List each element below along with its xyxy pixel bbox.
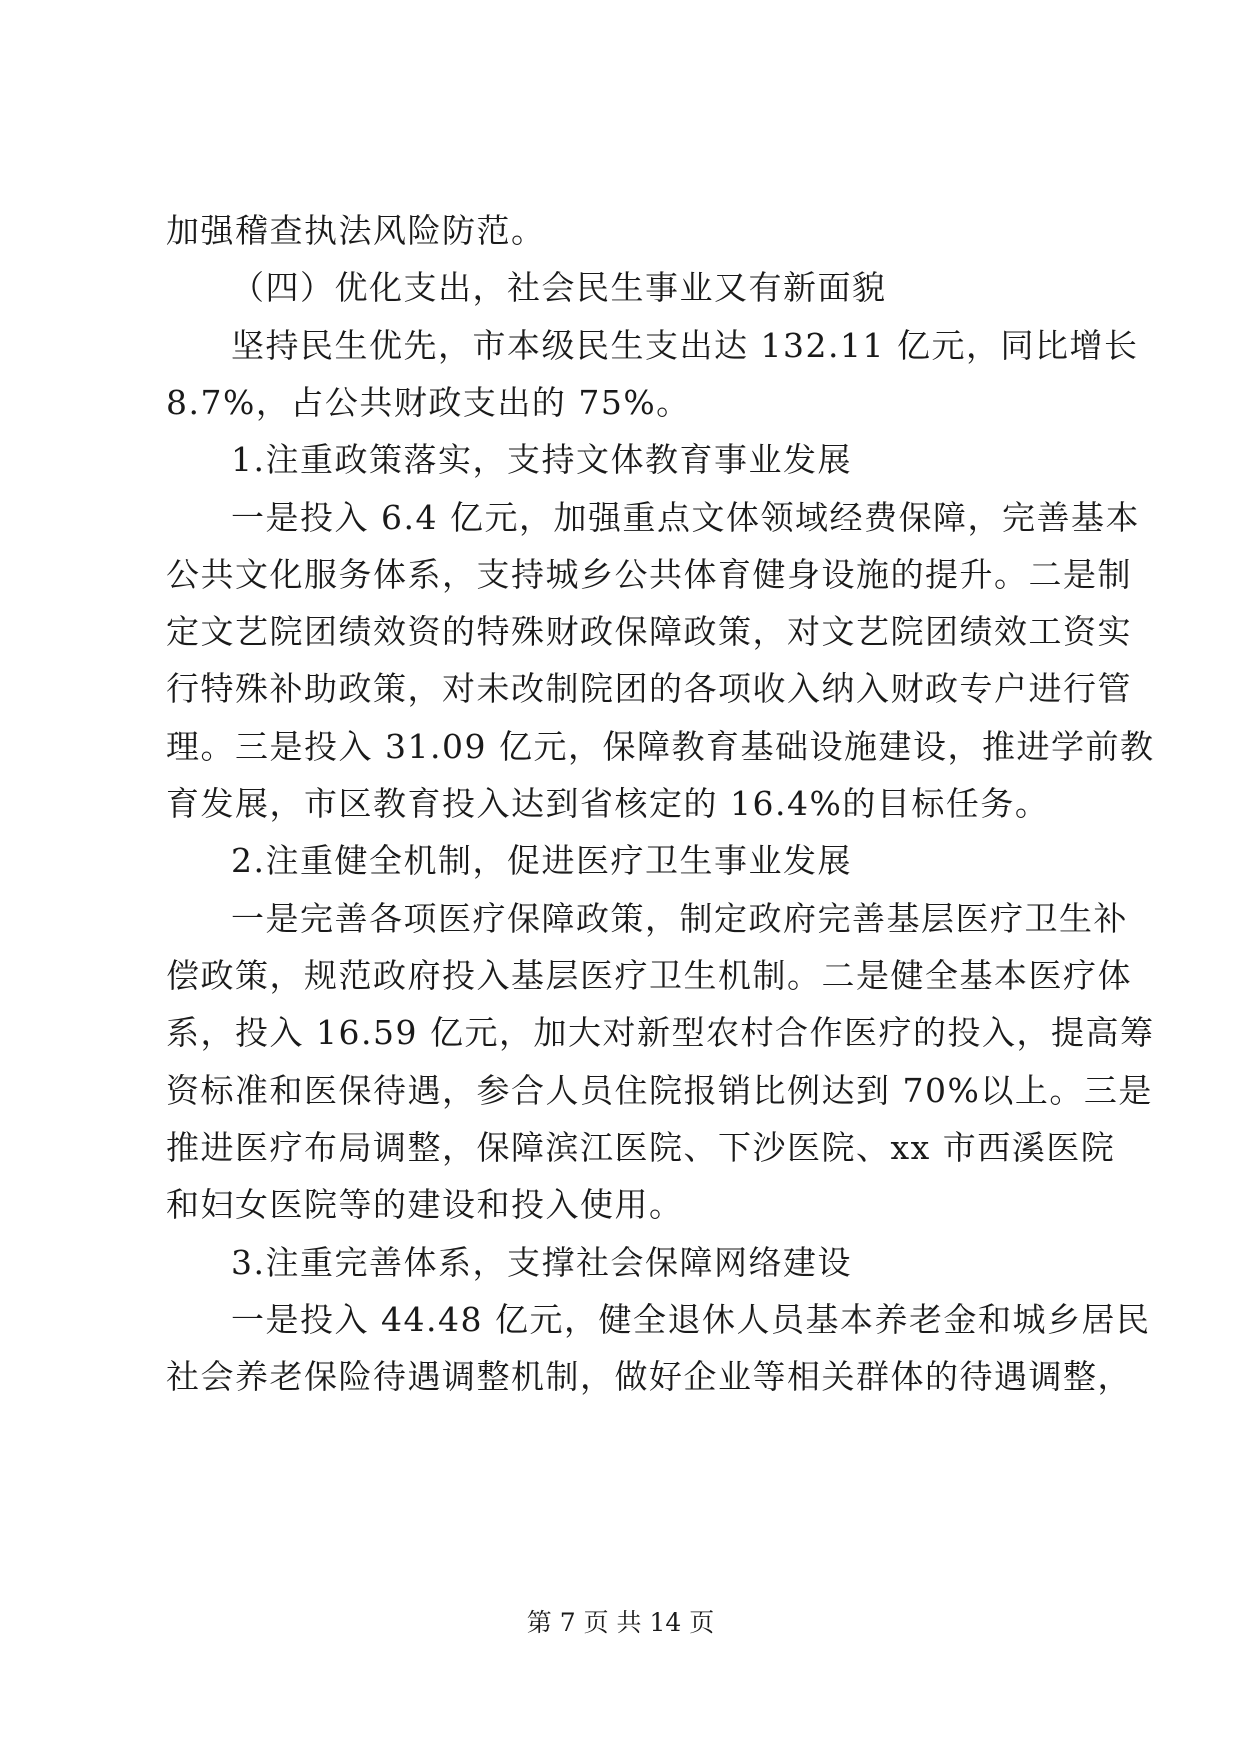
paragraph-line: 理。三是投入 31.09 亿元，保障教育基础设施建设，推进学前教 xyxy=(166,727,1155,766)
paragraph-line: 社会养老保险待遇调整机制，做好企业等相关群体的待遇调整， xyxy=(166,1357,1132,1396)
page-number-footer: 第 7 页 共 14 页 xyxy=(526,1608,715,1637)
paragraph-line: 资标准和医保待遇，参合人员住院报销比例达到 70%以上。三是 xyxy=(166,1071,1153,1110)
paragraph-line: 公共文化服务体系，支持城乡公共体育健身设施的提升。二是制 xyxy=(166,555,1132,594)
paragraph-line: 和妇女医院等的建设和投入使用。 xyxy=(166,1185,684,1224)
paragraph-line: 定文艺院团绩效资的特殊财政保障政策，对文艺院团绩效工资实 xyxy=(166,612,1132,651)
paragraph-line: 8.7%，占公共财政支出的 75%。 xyxy=(166,383,691,422)
paragraph-line: 一是投入 6.4 亿元，加强重点文体领域经费保障，完善基本 xyxy=(231,498,1140,537)
body-text-line: 加强稽查执法风险防范。 xyxy=(166,211,546,250)
paragraph-line: 偿政策，规范政府投入基层医疗卫生机制。二是健全基本医疗体 xyxy=(166,956,1132,995)
subsection-heading: 3.注重完善体系，支撑社会保障网络建设 xyxy=(231,1243,852,1282)
section-heading: （四）优化支出，社会民生事业又有新面貌 xyxy=(231,268,887,307)
paragraph-line: 系，投入 16.59 亿元，加大对新型农村合作医疗的投入，提高筹 xyxy=(166,1013,1155,1052)
subsection-heading: 2.注重健全机制，促进医疗卫生事业发展 xyxy=(231,841,852,880)
subsection-heading: 1.注重政策落实，支持文体教育事业发展 xyxy=(231,440,852,479)
paragraph-line: 育发展，市区教育投入达到省核定的 16.4%的目标任务。 xyxy=(166,784,1050,823)
paragraph-line: 行特殊补助政策，对未改制院团的各项收入纳入财政专户进行管 xyxy=(166,669,1132,708)
paragraph-line: 一是完善各项医疗保障政策，制定政府完善基层医疗卫生补 xyxy=(231,899,1128,938)
paragraph-line: 一是投入 44.48 亿元，健全退休人员基本养老金和城乡居民 xyxy=(231,1300,1151,1339)
paragraph-line: 坚持民生优先，市本级民生支出达 132.11 亿元，同比增长 xyxy=(231,326,1139,365)
paragraph-line: 推进医疗布局调整，保障滨江医院、下沙医院、xx 市西溪医院 xyxy=(166,1128,1116,1167)
